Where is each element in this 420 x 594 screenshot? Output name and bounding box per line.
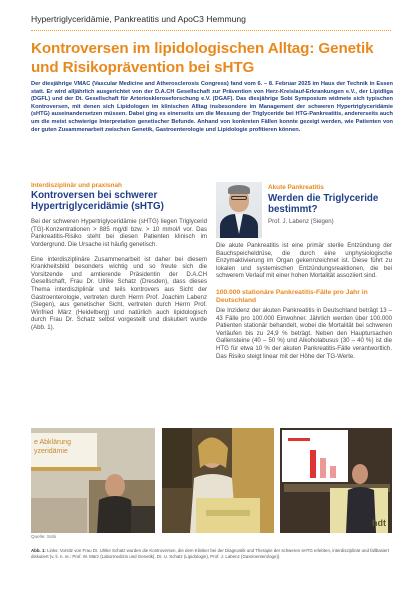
left-body bbox=[31, 218, 207, 331]
caption-text: Links: Vorsitz von Frau Dr. Ulrike Schatz wurden die Kontroversen, die dem Kliniker bei der Diagnostik und Therapie der schweren sHTG erlebten, interdisziplinär und fallbasiert diskutiert (v. li. n. re.: Prof. W. März (Labormedizin und Genetik), Dr. U. Schatz (Lipidologin), Prof. J. Labenz (Gastroenterologe)). bbox=[31, 548, 389, 559]
caption-label: Abb. 1: bbox=[31, 548, 46, 553]
left-heading: Kontroversen bei schwerer Hypertriglyceridämie (sHTG) bbox=[31, 190, 164, 212]
right-kicker: Akute Pankreatitis bbox=[268, 184, 324, 191]
photo-speaker-2 bbox=[162, 428, 274, 533]
right-heading: Werden die Triglyceride bestimmt? bbox=[268, 193, 379, 215]
author-byline: Prof. J. Labenz (Siegen) bbox=[268, 218, 334, 226]
hdt-logo: hdt bbox=[372, 518, 386, 528]
photo-speaker-2-image bbox=[162, 428, 274, 533]
photo-speaker-1 bbox=[31, 428, 155, 533]
photo-credit: Quelle: Sobi bbox=[31, 534, 57, 539]
slide-text: e Abklärung yzeridämie bbox=[34, 439, 71, 455]
photo-strip bbox=[31, 428, 392, 533]
photo-speaker-3 bbox=[280, 428, 392, 533]
article-title: Kontroversen im lipidologischen Alltag: Genetik und Risikoprävention bei sHTG bbox=[31, 40, 374, 76]
article-intro: Der diesjährige VMAC (Vascular Medicine and Atherosclerosis Congress) fand vom 6. – 8. Februar 2025 im Haus der Technik in Essen statt. Er wird alljährlich ausgerichtet von der D.A.CH Gesellschaft zur Prävention von Herz-Kreislauf-Erkrankungen e.V., der Lipidliga (DGFL) und der Dt. Gesellschaft für Arterioskleroseforschung e.V. (DGAF). Das diesjährige Sobi Symposium widmete sich typischen Kontroversen, mit denen sich Lipidologen im klinischen Alltag insbesondere im Management der schweren Hypertriglyceridämie (sHTG) auseinandersetzen müssen. Dabei ging es einerseits um die Messung der Triglyceride bei HTG-Pankreatitis, andererseits auch um die meist schwierige Interpretation genetischer Befunde. Anhand von konkreten Fällen konnte gezeigt werden, wie Patienten von der guten Zusammenarbeit zwischen Genetik, Gastroenterologie und Lipidologie profitieren können. bbox=[31, 81, 393, 133]
figure-caption bbox=[31, 548, 393, 560]
left-column bbox=[31, 182, 207, 332]
right-paragraph-2: Die Inzidenz der akuten Pankreatitis in Deutschland beträgt 13 – 43 Fälle pro 100.000 Einwohner. Jährlich werden über 100.000 Patienten stationär behandelt, wobei die Mortalität bei schweren Verläufen bis zu 24,9 % beträgt. Neben den Hauptursachen Gallensteine (40 – 50 %) und Alkoholabusus (30 – 40 %) ist die HTG für etwa 10 % der akuten Pankreatitis-Fälle verantwortlich. Das Risiko steigt linear mit der Höhe der TG-Werte. bbox=[216, 306, 392, 360]
right-paragraph-1: Die akute Pankreatitis ist eine primär sterile Entzündung der Bauchspeicheldrüse, die durch eine unphysiologische Enzymaktivierung im Organ gekennzeichnet ist. Diese führt zu lokalen und systemischen Entzündungsreaktionen, die bei schwerem Verlauf mit einer hohen Mortalität assoziiert sind. bbox=[216, 242, 392, 280]
header-divider bbox=[31, 30, 391, 31]
left-paragraph-1: Bei der schweren Hypertriglyceridämie (sHTG) liegen Triglycerid (TG)-Konzentrationen > 885 mg/dl bzw. > 10 mmol/l vor. Das Pankreatitis-Risiko steht bei diesen Patienten klinisch im Vordergrund. Die Ursache ist häufig genetisch. bbox=[31, 218, 207, 248]
running-header: Hypertriglyceridämie, Pankreatitis und ApoC3 Hemmung bbox=[31, 14, 246, 24]
right-subhead: 100.000 stationäre Pankreatitis-Fälle pro Jahr in Deutschland bbox=[216, 288, 368, 304]
author-text bbox=[268, 182, 392, 225]
author-portrait bbox=[216, 182, 262, 238]
left-paragraph-2: Eine interdisziplinäre Zusammenarbeit ist daher bei diesem Krankheitsbild besonders wichtig und so freute sich die Vorsitzende und amtierende Präsidentin der D.A.CH Gesellschaft, Frau Dr. Ulrike Schatz (Dresden), dass dieses Thema interdisziplinär und teils kontrovers aus Sicht der Gastroenterologie, vertreten durch Herrn Prof. Joachim Labenz (Siegen), aus genetischer Sicht, vertreten durch Herrn Prof. Winfried März (Heidelberg) und natürlich auch lipidologisch durch Frau Dr. Schatz selbst vorgestellt und diskutiert wurde (Abb. 1). bbox=[31, 255, 207, 331]
author-block bbox=[216, 182, 392, 238]
left-kicker: Interdisziplinär und praxisnah bbox=[31, 182, 122, 189]
right-column bbox=[216, 182, 392, 360]
